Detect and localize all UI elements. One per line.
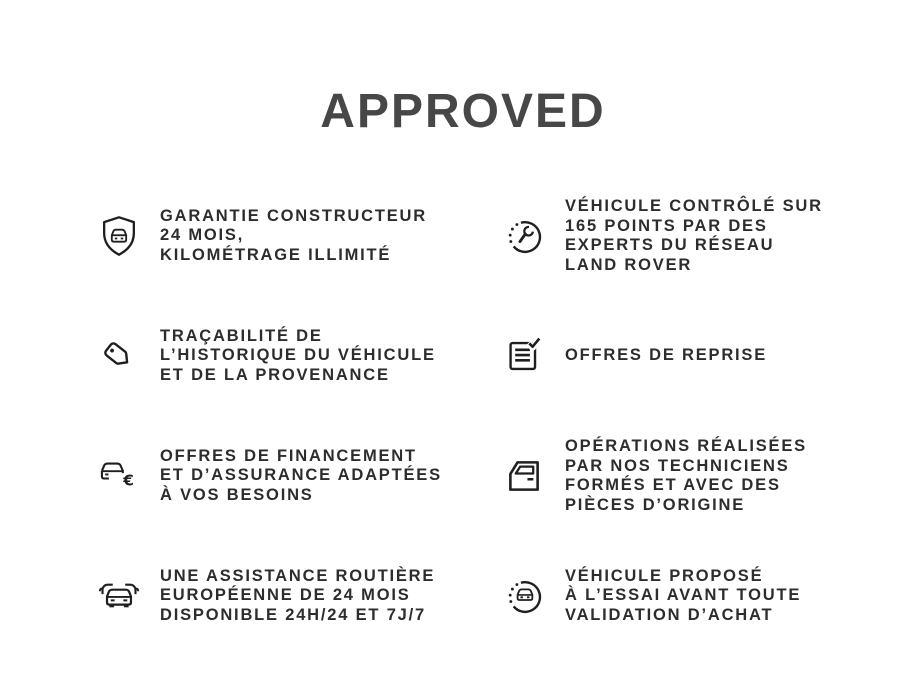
feature-trade-in: [500, 296, 905, 416]
feature-financing: [95, 416, 500, 536]
document-check-icon: [500, 332, 548, 380]
feature-line: 165 POINTS PAR DES: [565, 216, 768, 235]
feature-text: [160, 447, 442, 506]
feature-text: [565, 346, 767, 366]
feature-line: KILOMÉTRAGE ILLIMITÉ: [160, 245, 392, 264]
feature-line: VÉHICULE CONTRÔLÉ SUR: [565, 197, 823, 215]
feature-warranty: [95, 176, 500, 296]
feature-line: EUROPÉENNE DE 24 MOIS: [160, 586, 411, 605]
feature-text: [565, 567, 801, 626]
feature-line: EXPERTS DU RÉSEAU: [565, 236, 775, 254]
feature-test-drive: [500, 536, 905, 656]
feature-line: OFFRES DE FINANCEMENT: [160, 446, 417, 465]
inspection-gauge-wrench-icon: [500, 212, 548, 260]
feature-line: LAND ROVER: [565, 255, 693, 274]
feature-technicians: [500, 416, 905, 536]
feature-line: À VOS BESOINS: [160, 485, 314, 504]
feature-text: [565, 197, 823, 275]
feature-line: ET DE LA PROVENANCE: [160, 365, 390, 384]
shield-car-icon: [95, 212, 143, 260]
test-drive-car-icon: [500, 572, 548, 620]
feature-line: FORMÉS ET AVEC DES: [565, 476, 781, 494]
feature-line: TRAÇABILITÉ DE: [160, 326, 323, 345]
car-finance-euro-icon: [95, 452, 143, 500]
feature-text: [160, 207, 427, 266]
feature-line: DISPONIBLE 24H/24 ET 7J/7: [160, 605, 427, 624]
feature-line: VÉHICULE PROPOSÉ: [565, 566, 764, 585]
price-tag-icon: [95, 332, 143, 380]
feature-text: [160, 567, 435, 626]
svg-text:€: €: [123, 471, 134, 490]
feature-line: UNE ASSISTANCE ROUTIÈRE: [160, 566, 436, 585]
car-door-icon: [500, 452, 548, 500]
roadside-assistance-cars-icon: [95, 572, 143, 620]
features-grid: [95, 176, 920, 656]
feature-assistance: [95, 536, 500, 656]
feature-line: PAR NOS TECHNICIENS: [565, 456, 790, 475]
feature-traceability: [95, 296, 500, 416]
feature-line: OFFRES DE REPRISE: [565, 346, 768, 365]
feature-line: 24 MOIS,: [160, 226, 245, 245]
feature-line: L’HISTORIQUE DU VÉHICULE: [160, 346, 436, 365]
feature-line: OPÉRATIONS RÉALISÉES: [565, 437, 807, 455]
page-title: APPROVED: [320, 85, 606, 138]
feature-text: [565, 437, 807, 515]
feature-text: [160, 327, 436, 386]
feature-line: PIÈCES D’ORIGINE: [565, 495, 746, 514]
feature-line: À L’ESSAI AVANT TOUTE: [565, 586, 802, 605]
feature-line: GARANTIE CONSTRUCTEUR: [160, 206, 427, 225]
feature-line: VALIDATION D’ACHAT: [565, 605, 774, 624]
feature-line: ET D’ASSURANCE ADAPTÉES: [160, 466, 442, 485]
feature-inspection: [500, 176, 905, 296]
